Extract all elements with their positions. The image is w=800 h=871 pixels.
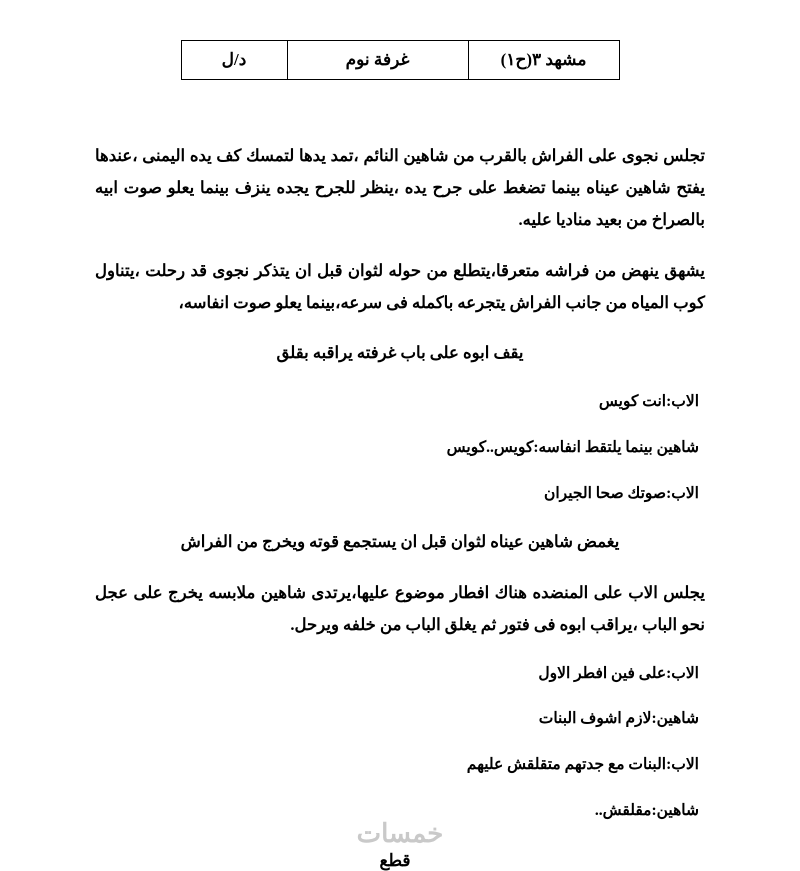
action-paragraph-4: يغمض شاهين عيناه لثوان قبل ان يستجمع قوته ويخرج من الفراش bbox=[180, 531, 620, 551]
dialogue-line-2: شاهين بينما يلتقط انفاسه:كويس..كويس bbox=[446, 439, 699, 457]
scene-code-cell: د/ل bbox=[181, 41, 287, 80]
dialogue-line-4: الاب:على فين افطر الاول bbox=[538, 664, 699, 682]
watermark: خمسات bbox=[356, 818, 444, 848]
scene-end-word: قطع bbox=[379, 851, 411, 871]
scene-label-cell: مشهد ٣(ح١) bbox=[468, 41, 619, 80]
action-paragraph-2: يشهق ينهض من فراشه متعرقا،يتطلع من حوله لثوان قبل ان يتذكر نجوى قد رحلت ،يتناول كوب المياه من جانب الفراش يتجرعه باكمله فى سرعه،بينما يعلو صوت انفاسه، bbox=[95, 260, 705, 312]
dialogue-line-1: الاب:انت كويس bbox=[598, 393, 699, 411]
scene-header-container bbox=[0, 0, 800, 80]
table-row bbox=[181, 41, 619, 80]
dialogue-line-3: الاب:صوتك صحا الجيران bbox=[543, 484, 699, 502]
dialogue-line-6: الاب:البنات مع جدتهم متقلقش عليهم bbox=[466, 756, 699, 774]
scene-header-table bbox=[181, 40, 620, 80]
dialogue-line-5: شاهين:لازم اشوف البنات bbox=[538, 710, 699, 728]
action-paragraph-5: يجلس الاب على المنضده هناك افطار موضوع عليها،يرتدى شاهين ملابسه يخرج على عجل نحو الباب ،يراقب ابوه فى فتور ثم يغلق الباب من خلفه ويرحل. bbox=[95, 583, 705, 635]
action-paragraph-3: يقف ابوه على باب غرفته يراقبه بقلق bbox=[276, 342, 524, 362]
dialogue-line-7: شاهين:مقلقش.. bbox=[594, 802, 699, 820]
action-paragraph-1: تجلس نجوى على الفراش بالقرب من شاهين النائم ،تمد يدها لتمسك كف يده اليمنى ،عندها يفتح شاهين عيناه بينما تضغط على جرح يده ،ينظر للجرح يجده ينزف بينما يعلو صوت ابيه بالصراخ من بعيد مناديا عليه. bbox=[95, 146, 705, 230]
scene-location-cell: غرفة نوم bbox=[287, 41, 468, 80]
script-body bbox=[95, 80, 705, 871]
